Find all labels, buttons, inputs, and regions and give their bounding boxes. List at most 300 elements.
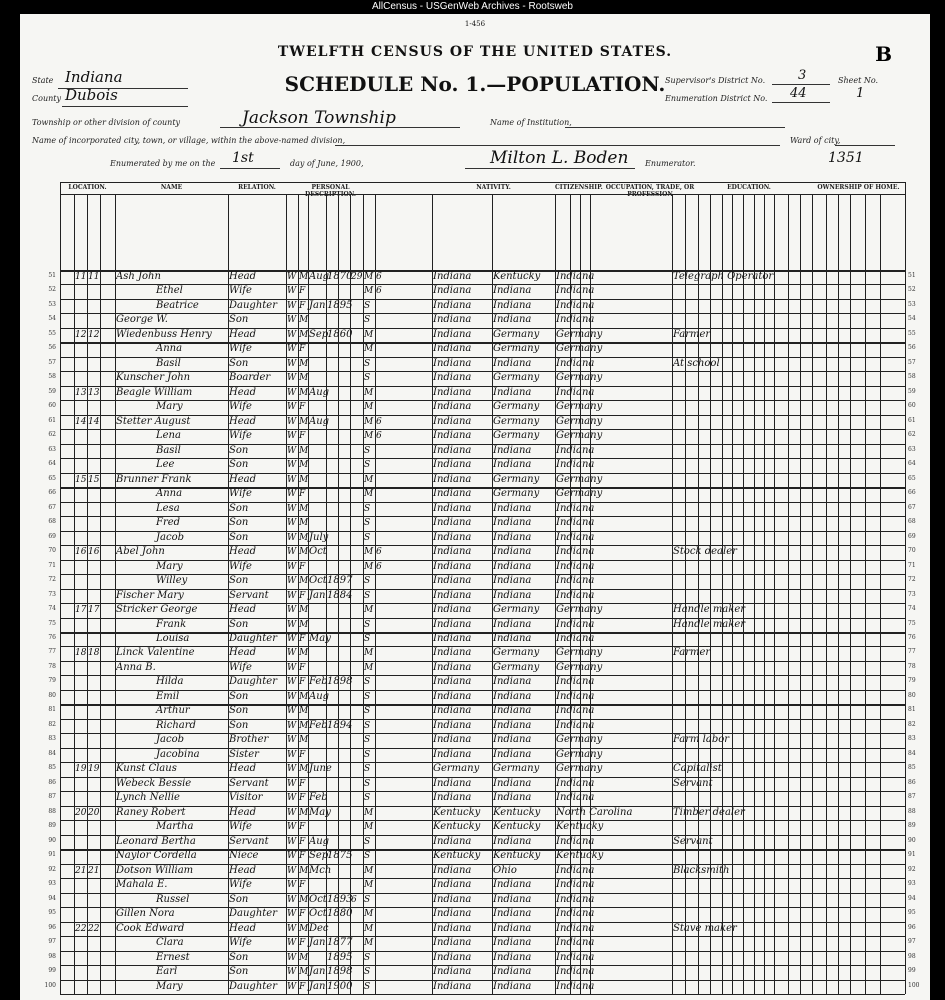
line-number: 77 xyxy=(48,648,56,656)
line-number-right: 80 xyxy=(908,691,916,699)
person-name: Basil xyxy=(156,357,181,369)
line-number-right: 51 xyxy=(908,272,916,279)
line-number: 53 xyxy=(48,300,56,308)
race: W xyxy=(287,489,297,500)
occupation: Timber dealer xyxy=(673,806,745,818)
birthplace: Indiana xyxy=(433,502,472,514)
line-number: 91 xyxy=(48,851,56,859)
line-number-right: 99 xyxy=(908,967,916,975)
father-birthplace: Indiana xyxy=(493,314,532,326)
table-row xyxy=(48,487,916,501)
person-name: Willey xyxy=(156,575,188,587)
mother-birthplace: Indiana xyxy=(556,633,595,644)
relation: Wife xyxy=(229,661,252,673)
column-group-heading: LOCATION. xyxy=(68,184,107,191)
county-value: Dubois xyxy=(65,86,118,104)
relation: Son xyxy=(229,893,249,905)
column-group-heading: NAME xyxy=(160,184,183,191)
relation: Servant xyxy=(229,777,269,789)
relation: Wife xyxy=(229,937,252,949)
table-row xyxy=(48,936,916,950)
table-row xyxy=(48,922,916,936)
relation: Daughter xyxy=(229,633,277,644)
person-name: Abel John xyxy=(116,546,165,558)
day-of-label: day of June, 1900, xyxy=(290,159,364,168)
occupation: Servant xyxy=(673,835,713,847)
birth-month: Aug xyxy=(309,271,330,282)
table-row xyxy=(48,473,916,487)
birthplace: Indiana xyxy=(433,922,472,934)
person-name: Martha xyxy=(156,821,194,833)
sex: F xyxy=(299,300,306,311)
marital-status: S xyxy=(364,836,371,847)
table-row xyxy=(48,342,916,356)
mother-birthplace: Indiana xyxy=(556,792,595,804)
table-row xyxy=(48,444,916,458)
state-value: Indiana xyxy=(65,68,123,86)
sex: F xyxy=(299,677,306,688)
birthplace: Indiana xyxy=(433,980,472,992)
sex: F xyxy=(299,561,306,572)
table-row xyxy=(48,284,916,298)
birth-month: May xyxy=(309,633,331,644)
sheet-label: Sheet No. xyxy=(838,76,879,85)
birth-month: Sep xyxy=(309,328,329,340)
line-number-right: 65 xyxy=(908,474,916,482)
race: W xyxy=(287,576,297,587)
line-number: 62 xyxy=(48,431,56,439)
line-number: 75 xyxy=(48,619,56,627)
relation: Son xyxy=(229,357,249,369)
column-group-heading: PERSONAL DESCRIPTION. xyxy=(305,184,356,198)
relation: Son xyxy=(229,502,249,514)
father-birthplace: Indiana xyxy=(493,748,532,760)
sex: M xyxy=(299,416,309,427)
marital-status: M xyxy=(364,807,374,818)
marital-status: M xyxy=(364,865,374,876)
line-number-right: 66 xyxy=(908,489,916,497)
table-row xyxy=(48,646,916,660)
birthplace: Indiana xyxy=(433,647,472,659)
table-row xyxy=(48,560,916,574)
mother-birthplace: Germany xyxy=(556,343,603,355)
father-birthplace: Germany xyxy=(493,473,540,485)
relation: Daughter xyxy=(229,908,277,920)
marital-status: M xyxy=(364,286,374,297)
father-birthplace: Indiana xyxy=(493,546,532,558)
sex: F xyxy=(299,880,306,891)
line-number: 99 xyxy=(48,967,56,975)
race: W xyxy=(287,590,297,601)
table-row xyxy=(48,545,916,559)
census-sheet xyxy=(20,14,930,1000)
table-row xyxy=(48,603,916,617)
family-number: 11 xyxy=(88,272,100,282)
race: W xyxy=(287,662,297,673)
race: W xyxy=(287,387,297,398)
birthplace: Indiana xyxy=(433,835,472,847)
relation: Niece xyxy=(229,850,259,862)
marital-status: S xyxy=(364,749,371,760)
marital-status: S xyxy=(364,851,371,862)
dwelling-number: 13 xyxy=(75,387,87,398)
birth-year: 1877 xyxy=(327,937,353,949)
table-row xyxy=(48,313,916,327)
table-row xyxy=(48,748,916,762)
birthplace: Indiana xyxy=(433,777,472,789)
line-number: 63 xyxy=(48,445,56,453)
race: W xyxy=(287,938,297,949)
table-row xyxy=(48,299,916,313)
birthplace: Indiana xyxy=(433,951,472,963)
line-number-right: 90 xyxy=(908,836,916,844)
line-number: 71 xyxy=(48,561,56,569)
father-birthplace: Indiana xyxy=(493,777,532,789)
mother-birthplace: Indiana xyxy=(556,879,595,891)
person-name: Richard xyxy=(156,719,196,731)
institution-label: Name of Institution, xyxy=(490,118,572,127)
mother-birthplace: Kentucky xyxy=(556,850,604,862)
marital-status: S xyxy=(364,894,371,905)
person-name: Dotson William xyxy=(116,864,194,876)
marital-status: M xyxy=(364,344,374,355)
marital-status: M xyxy=(364,605,374,616)
father-birthplace: Indiana xyxy=(493,676,532,688)
race: W xyxy=(287,402,297,413)
birthplace: Indiana xyxy=(433,459,472,471)
father-birthplace: Indiana xyxy=(493,633,532,644)
person-name: Ethel xyxy=(156,285,183,297)
relation: Brother xyxy=(229,734,269,746)
birth-year: 1860 xyxy=(327,328,353,340)
line-number-right: 62 xyxy=(908,431,916,439)
relation: Son xyxy=(229,459,249,471)
person-name: Brunner Frank xyxy=(116,473,192,485)
line-number-right: 63 xyxy=(908,445,916,453)
line-number-right: 84 xyxy=(908,749,916,757)
sex: F xyxy=(299,851,306,862)
line-number-right: 59 xyxy=(908,387,916,395)
person-name: Anna B. xyxy=(116,661,156,673)
birthplace: Indiana xyxy=(433,618,472,630)
mother-birthplace: Germany xyxy=(556,328,603,340)
dwelling-number: 18 xyxy=(75,648,87,659)
birth-year: 1900 xyxy=(327,980,353,992)
father-birthplace: Germany xyxy=(493,604,540,616)
line-number: 76 xyxy=(48,634,56,641)
birth-month: Dec xyxy=(309,922,329,934)
relation: Visitor xyxy=(229,792,263,804)
birth-month: June xyxy=(309,763,332,775)
mother-birthplace: Indiana xyxy=(556,908,595,920)
race: W xyxy=(287,518,297,529)
sex: M xyxy=(299,865,309,876)
line-number: 88 xyxy=(48,807,56,815)
mother-birthplace: Indiana xyxy=(556,835,595,847)
race: W xyxy=(287,561,297,572)
table-row xyxy=(48,864,916,878)
mother-birthplace: Germany xyxy=(556,661,603,673)
years-married: 6 xyxy=(376,272,382,282)
line-number-right: 57 xyxy=(908,358,916,366)
line-number-right: 93 xyxy=(908,880,916,888)
race: W xyxy=(287,952,297,963)
table-row xyxy=(48,574,916,588)
sex: M xyxy=(299,532,309,543)
line-number: 64 xyxy=(48,460,56,468)
table-row xyxy=(48,458,916,472)
table-row xyxy=(48,965,916,979)
sex: M xyxy=(299,691,309,702)
race: W xyxy=(287,634,297,644)
person-name: Emil xyxy=(156,690,180,702)
family-number: 22 xyxy=(88,923,100,934)
race: W xyxy=(287,836,297,847)
mother-birthplace: Germany xyxy=(556,604,603,616)
relation: Head xyxy=(229,271,257,282)
sex: M xyxy=(299,952,309,963)
years-married: 6 xyxy=(376,561,382,572)
relation: Wife xyxy=(229,488,252,500)
father-birthplace: Kentucky xyxy=(493,271,541,282)
birth-year: 1870 xyxy=(327,271,353,282)
sex: M xyxy=(299,358,309,369)
family-number: 15 xyxy=(88,474,100,485)
person-name: Louisa xyxy=(156,633,190,644)
line-number: 97 xyxy=(48,938,56,946)
birthplace: Indiana xyxy=(433,473,472,485)
sex: M xyxy=(299,460,309,471)
line-number: 69 xyxy=(48,532,56,540)
census-title: TWELFTH CENSUS OF THE UNITED STATES. xyxy=(277,44,673,60)
dwelling-number: 20 xyxy=(75,807,87,818)
relation: Son xyxy=(229,719,249,731)
race: W xyxy=(287,460,297,471)
person-name: Mary xyxy=(156,560,183,572)
line-number-right: 52 xyxy=(908,286,916,294)
birth-month: Jan xyxy=(309,937,326,949)
line-number-right: 92 xyxy=(908,865,916,873)
birthplace: Indiana xyxy=(433,444,472,456)
line-number-right: 72 xyxy=(908,576,916,584)
relation: Head xyxy=(229,328,257,340)
marital-status: M xyxy=(364,822,374,833)
line-number: 85 xyxy=(48,764,56,772)
person-name: Basil xyxy=(156,444,181,456)
person-name: Lynch Nellie xyxy=(116,792,180,804)
relation: Head xyxy=(229,763,257,775)
marital-status: M xyxy=(364,938,374,949)
line-number-right: 81 xyxy=(908,706,916,714)
person-name: Kunscher John xyxy=(116,372,191,384)
age: 6 xyxy=(351,894,357,905)
birthplace: Indiana xyxy=(433,734,472,746)
birthplace: Indiana xyxy=(433,748,472,760)
father-birthplace: Germany xyxy=(493,647,540,659)
mother-birthplace: Indiana xyxy=(556,719,595,731)
line-number: 84 xyxy=(48,749,56,757)
years-married: 6 xyxy=(376,431,382,442)
table-row xyxy=(48,907,916,921)
father-birthplace: Indiana xyxy=(493,502,532,514)
person-name: Naylor Cordella xyxy=(116,850,197,862)
relation: Head xyxy=(229,473,257,485)
line-number-right: 85 xyxy=(908,764,916,772)
father-birthplace: Indiana xyxy=(493,517,532,529)
birth-year: 1895 xyxy=(327,299,353,311)
marital-status: S xyxy=(364,460,371,471)
family-number: 21 xyxy=(88,865,100,876)
birthplace: Indiana xyxy=(433,517,472,529)
father-birthplace: Indiana xyxy=(493,951,532,963)
person-name: Jacobina xyxy=(156,748,200,760)
marital-status: M xyxy=(364,402,374,413)
father-birthplace: Indiana xyxy=(493,444,532,456)
relation: Wife xyxy=(229,285,252,297)
mother-birthplace: Indiana xyxy=(556,560,595,572)
race: W xyxy=(287,909,297,920)
table-row xyxy=(48,632,916,646)
line-number-right: 74 xyxy=(908,605,916,613)
sex: M xyxy=(299,445,309,456)
race: W xyxy=(287,431,297,442)
table-row xyxy=(48,806,916,820)
sex: F xyxy=(299,590,306,601)
mother-birthplace: Indiana xyxy=(556,502,595,514)
birthplace: Indiana xyxy=(433,314,472,326)
table-row xyxy=(48,618,916,632)
column-group-heading: CITIZENSHIP. xyxy=(555,184,603,191)
father-birthplace: Indiana xyxy=(493,879,532,891)
relation: Wife xyxy=(229,879,252,891)
mother-birthplace: Indiana xyxy=(556,299,595,311)
line-number-right: 91 xyxy=(908,851,916,859)
years-married: 6 xyxy=(376,547,382,558)
mother-birthplace: Germany xyxy=(556,473,603,485)
sex: F xyxy=(299,489,306,500)
birth-month: Feb xyxy=(309,676,328,688)
column-group-heading: OWNERSHIP OF HOME. xyxy=(817,184,900,191)
schedule-title: SCHEDULE No. 1.—POPULATION. xyxy=(284,72,666,96)
marital-status: S xyxy=(364,952,371,963)
mother-birthplace: Germany xyxy=(556,430,603,442)
race: W xyxy=(287,981,297,992)
birthplace: Indiana xyxy=(433,401,472,413)
person-name: Clara xyxy=(156,937,184,949)
line-number-right: 67 xyxy=(908,503,916,511)
mother-birthplace: Germany xyxy=(556,415,603,427)
person-name: Beatrice xyxy=(156,299,199,311)
mother-birthplace: Indiana xyxy=(556,357,595,369)
line-number-right: 71 xyxy=(908,561,916,569)
father-birthplace: Indiana xyxy=(493,893,532,905)
line-number: 89 xyxy=(48,822,56,830)
father-birthplace: Germany xyxy=(493,415,540,427)
birthplace: Indiana xyxy=(433,386,472,398)
relation: Wife xyxy=(229,821,252,833)
occupation: Capitalist xyxy=(673,763,722,775)
marital-status: M xyxy=(364,431,374,442)
line-number-right: 60 xyxy=(908,402,916,410)
column-group-heading: NATIVITY. xyxy=(476,184,511,191)
sex: M xyxy=(299,764,309,775)
father-birthplace: Indiana xyxy=(493,575,532,587)
relation: Head xyxy=(229,546,257,558)
father-birthplace: Indiana xyxy=(493,386,532,398)
person-name: Frank xyxy=(156,618,187,630)
mother-birthplace: North Carolina xyxy=(556,806,633,818)
father-birthplace: Indiana xyxy=(493,980,532,992)
race: W xyxy=(287,735,297,746)
table-row xyxy=(48,719,916,733)
line-number-right: 89 xyxy=(908,822,916,830)
family-number: 19 xyxy=(88,764,100,775)
line-number: 83 xyxy=(48,735,56,743)
relation: Son xyxy=(229,618,249,630)
race: W xyxy=(287,778,297,789)
marital-status: M xyxy=(364,474,374,485)
person-name: Stetter August xyxy=(116,415,191,427)
marital-status: M xyxy=(364,272,374,282)
mother-birthplace: Germany xyxy=(556,372,603,384)
mother-birthplace: Indiana xyxy=(556,285,595,297)
line-number-right: 64 xyxy=(908,460,916,468)
person-name: Leonard Bertha xyxy=(116,835,196,847)
enumerator-label: Enumerator. xyxy=(645,159,696,168)
line-number-right: 95 xyxy=(908,909,916,917)
table-row xyxy=(48,328,916,342)
sex: M xyxy=(299,474,309,485)
birth-month: May xyxy=(309,806,331,818)
marital-status: S xyxy=(364,445,371,456)
father-birthplace: Germany xyxy=(493,343,540,355)
person-name: Anna xyxy=(156,343,183,355)
line-number: 59 xyxy=(48,387,56,395)
occupation: Telegraph Operator xyxy=(673,271,774,282)
birth-month: Oct xyxy=(309,546,327,558)
line-number: 72 xyxy=(48,576,56,584)
marital-status: M xyxy=(364,923,374,934)
birthplace: Indiana xyxy=(433,285,472,297)
table-row xyxy=(48,835,916,849)
birth-month: July xyxy=(309,531,329,543)
father-birthplace: Indiana xyxy=(493,531,532,543)
enumerated-label: Enumerated by me on the xyxy=(110,159,216,168)
sex: M xyxy=(299,706,309,717)
sex: M xyxy=(299,894,309,905)
mother-birthplace: Germany xyxy=(556,647,603,659)
table-row xyxy=(48,589,916,603)
father-birthplace: Indiana xyxy=(493,285,532,297)
line-number-right: 58 xyxy=(908,373,916,381)
birthplace: Indiana xyxy=(433,719,472,731)
mother-birthplace: Indiana xyxy=(556,864,595,876)
birthplace: Indiana xyxy=(433,531,472,543)
sex: M xyxy=(299,923,309,934)
dwelling-number: 11 xyxy=(75,272,87,282)
line-number-right: 53 xyxy=(908,300,916,308)
line-number: 51 xyxy=(48,272,56,279)
race: W xyxy=(287,503,297,514)
father-birthplace: Indiana xyxy=(493,357,532,369)
birthplace: Indiana xyxy=(433,415,472,427)
sheet-letter: B xyxy=(875,42,892,66)
line-number-right: 83 xyxy=(908,735,916,743)
marital-status: M xyxy=(364,909,374,920)
race: W xyxy=(287,373,297,384)
enumeration-value: 44 xyxy=(790,86,807,101)
birth-month: Jan xyxy=(309,966,326,978)
